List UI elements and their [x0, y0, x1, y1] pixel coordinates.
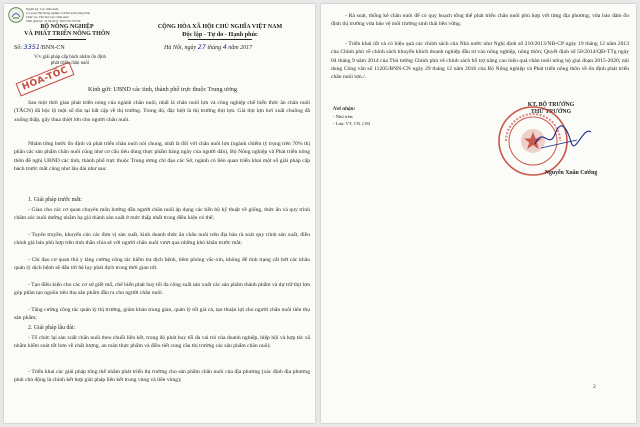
heading-short-term: 1. Giải pháp trước mắt:: [28, 197, 83, 203]
header-underline-left: [48, 39, 86, 40]
bullet-4: - Tạo điều kiện cho các cơ sở giết mổ, chế biến phát huy tối đa công suất sản xuất các sản phẩm thành phẩm và dự trữ thịt lợn góp phần tạo nguồn tiêu thụ sản phẩm đầu ra cho người chăn nuôi.: [14, 282, 310, 297]
recipients-line-2: - Lưu: VT, CN. (18): [333, 121, 371, 126]
esign-line-1: Người ký: Cục chăn nuôi: [26, 7, 59, 11]
ministry-name-line2: VÀ PHÁT TRIỂN NÔNG THÔN: [24, 31, 110, 37]
bullet-5: - Tăng cường công tác quản lý thị trường, giám khảo trung gian, quản lý tốt giá cả, tạo thuận lợi cho người chăn nuôi tiêu thụ sản phẩm;: [14, 307, 310, 322]
esign-line-4: Thời gian ký: 27.04.2017 16:07:09 +07:00: [26, 19, 81, 23]
handwritten-signature: [533, 122, 593, 152]
motto: Độc lập - Tự do - Hạnh phúc: [182, 31, 258, 38]
header-underline-right: [188, 39, 252, 40]
ministry-name-line1: BỘ NÔNG NGHIỆP: [40, 24, 94, 30]
document-page-2: [321, 4, 636, 423]
heading-long-term: 2. Giải pháp lâu dài:: [28, 325, 76, 331]
signer-name: Nguyễn Xuân Cường: [544, 170, 598, 176]
date-month-label: tháng: [207, 45, 222, 51]
doc-number-label: Số:: [14, 45, 23, 51]
subject-line-1: V/v giải pháp cấp bách nhằm ổn định: [34, 55, 106, 60]
doc-number-suffix: /BNN-CN: [40, 45, 65, 51]
bullet-7: - Triển khai các giải pháp tổng thể nhằm phát triển thị trường cho sản phẩm chăn nuôi của địa phương (xác định địa phương phải chủ động là chính kết hợp giải pháp liên kết trong vùng và liên vùng);: [14, 369, 310, 384]
date-month: 4: [222, 43, 227, 51]
date-year: năm 2017: [228, 45, 253, 51]
date-day: 27: [197, 43, 206, 51]
bullet-9: - Triển khai tốt và có hiệu quả các chính sách của Nhà nước như Nghị định số 210/2013/NĐ-CP ngày 19 tháng 12 năm 2013 của Chính phủ về chính sách khuyến khích doanh nghiệp đầu tư vào nông nghiệp, nông thôn; Quyết định số 50/2014/QĐ-TTg ngày 04 tháng 9 năm 2014 của Thủ tướng Chính phủ về chính sách hỗ trợ nâng cao hiệu quả chăn nuôi nông hộ giai đoạn 2015-2020; nội dung Công văn số 11205/BNN-CN ngày 29 tháng 12 năm 2016 của Bộ Nông nghiệp và Phát triển nông thôn về ổn định phát triển chăn nuôi lợn./.: [331, 41, 629, 81]
esign-line-3: Chức vụ: Văn thư Cục Chăn nuôi: [26, 15, 69, 19]
paragraph-2: Nhằm từng bước ổn định và phát triển chăn nuôi nói chung, nhất là đối với chăn nuôi lợn (ngành chiếm tỷ trọng trên 70% thị phần các sản phẩm chăn nuôi cũng như cơ cấu tiêu dùng thực phẩm hàng ngày của người dân), Bộ Nông nghiệp và Phát triển nông thôn đề nghị UBND các tỉnh, thành phố trực thuộc Trung ương chỉ đạo các Sở, ngành có liên quan triển khai một số giải pháp cấp bách trước mắt cũng như lâu dài như sau:: [14, 141, 310, 172]
bullet-3: - Chỉ đạo cơ quan thú y tăng cường công tác kiểm tra dịch bệnh, tiêm phòng vắc-xin, không để tình trạng cắt bớt các khâu quản lý dịch bệnh sẽ dẫn tới hệ lụy phát dịch trong thời gian tới.: [14, 257, 310, 272]
recipients-label: Nơi nhận:: [333, 106, 356, 112]
doc-number: [14, 44, 65, 52]
document-page-1: [4, 4, 315, 423]
recipient-line: Kính gửi: UBND các tỉnh, thành phố trực thuộc Trung ương: [88, 86, 237, 93]
bullet-8: - Rà soát, thống kê chăn nuôi để có quy hoạch tổng thể phát triển chăn nuôi phù hợp với từng địa phương; vừa bảo đảm ổn định thị trường vừa bảo vệ môi trường sinh thái bền vững.: [331, 13, 629, 28]
ministry-logo-icon: [8, 7, 24, 23]
digital-signature-box: [26, 7, 90, 23]
esign-line-2: Cơ quan: Bộ Nông nghiệp và Phát triển nông thôn: [26, 11, 91, 15]
doc-number-handwritten: 3351: [23, 43, 41, 51]
republic-title: CỘNG HÒA XÃ HỘI CHỦ NGHĨA VIỆT NAM: [157, 24, 283, 30]
recipients-line-1: - Như trên;: [333, 114, 354, 119]
date-prefix: Hà Nội, ngày: [164, 45, 197, 51]
paragraph-1: Sau một thời gian phát triển nóng của ngành chăn nuôi, nhất là chăn nuôi lợn và công nghiệp chế biến thức ăn chăn nuôi (TĂCN) đã bộc lộ một số tồn tại bất cập về thị trường. Trong đó, đặc biệt là thị trường thịt lợn. Giá thịt lợn hơi xuất chuồng đã xuống thấp, gây thua thiệt lớn cho người chăn nuôi.: [14, 100, 310, 123]
date-line: [164, 44, 252, 52]
subject-line-2: phát triển chăn nuôi: [50, 61, 90, 66]
urgent-stamp: HỎA-TỐC: [16, 62, 75, 97]
bullet-1: - Giao cho các cơ quan chuyên môn hướng dẫn người chăn nuôi áp dụng các tiến bộ kỹ thuật về giống, thức ăn và quy trình chăm sóc nuôi dưỡng nhằm hạ giá thành sản xuất ở mức thấp nhất trong điều kiện có thể;: [14, 207, 310, 222]
bullet-2: - Tuyên truyền, khuyến cáo các đơn vị sản xuất, kinh doanh thức ăn chăn nuôi trên địa bàn rà soát quy trình sản xuất, điều chỉnh giá bán phù hợp trên tinh thần chia sẻ với người chăn nuôi vượt qua những khó khăn trước mắt;: [14, 232, 310, 247]
signer-position-label: KT. BỘ TRƯỞNG: [527, 102, 575, 108]
signer-position-title: THỨ TRƯỞNG: [530, 109, 572, 115]
bullet-6: - Tổ chức lại sản xuất chăn nuôi theo chuỗi liên kết, trong đó phát huy tối đa vai trò của doanh nghiệp, hiệp hội và hợp tác xã nhằm kiểm soát tốt hơn về chất lượng, an toàn thực phẩm và điều tiết cung cầu thị trường các sản phẩm chăn nuôi;: [14, 335, 310, 350]
page-number: 2: [593, 384, 596, 390]
